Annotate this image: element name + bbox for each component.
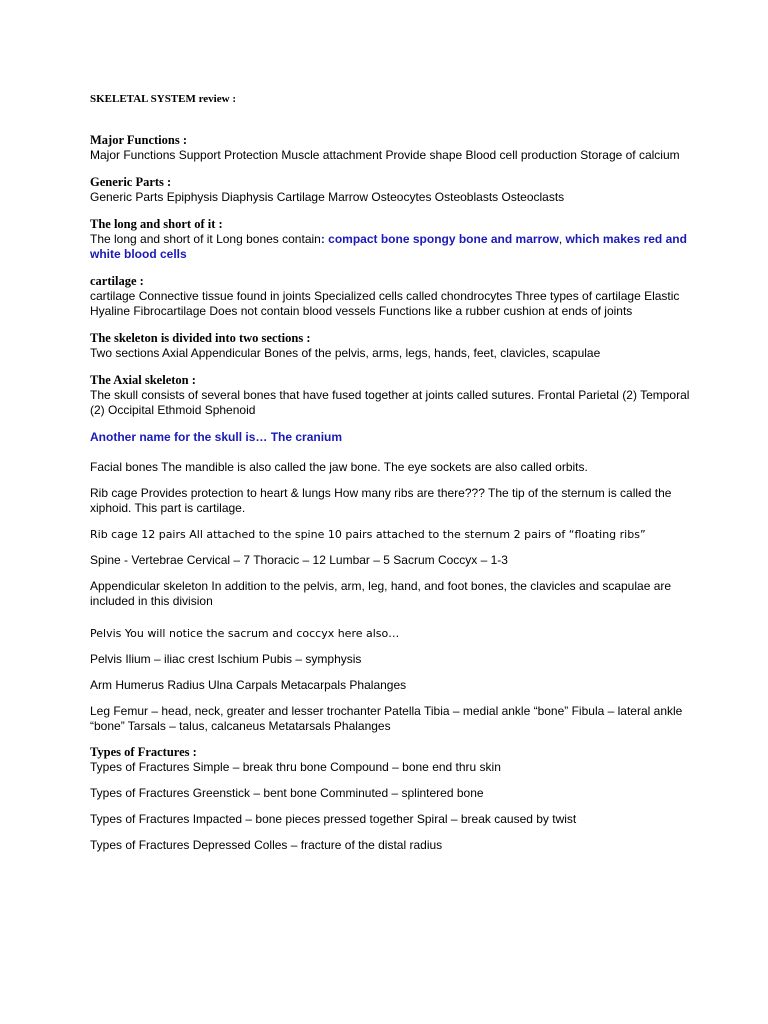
paragraph-appendicular: Appendicular skeleton In addition to the pelvis, arm, leg, hand, and foot bones, the clavicles and scapulae are included in this division <box>90 579 672 608</box>
section-fractures <box>90 745 690 853</box>
paragraph-ribcage-pairs: Rib cage 12 pairs All attached to the spine 10 pairs attached to the sternum 2 pairs of “floating ribs” <box>90 528 646 541</box>
comma-text: , <box>558 232 563 246</box>
plain-text: The long and short of it Long bones contain <box>90 232 321 246</box>
paragraph-ribcage: Rib cage Provides protection to heart & lungs How many ribs are there??? The tip of the sternum is called the xiphoid. This part is cartilage. <box>90 486 672 515</box>
section-heading: cartilage : <box>90 274 144 288</box>
section-text: cartilage Connective tissue found in joints Specialized cells called chondrocytes Three types of cartilage Elastic Hyaline Fibrocartilage Does not contain blood vessels Functions like a rubber cushion at ends of joints <box>90 289 680 318</box>
cranium-line: Another name for the skull is… The cranium <box>90 430 343 444</box>
fracture-item: Types of Fractures Impacted – bone pieces pressed together Spiral – break caused by twist <box>90 812 577 826</box>
section-major-functions <box>90 133 690 163</box>
section-axial <box>90 373 690 418</box>
paragraph-pelvis-note: Pelvis You will notice the sacrum and coccyx here also… <box>90 627 400 640</box>
section-text: Two sections Axial Appendicular Bones of the pelvis, arms, legs, hands, feet, clavicles, scapulae <box>90 346 601 360</box>
fracture-item: Types of Fractures Depressed Colles – fracture of the distal radius <box>90 838 443 852</box>
paragraph-leg: Leg Femur – head, neck, greater and lesser trochanter Patella Tibia – medial ankle “bone” Fibula – lateral ankle “bone” Tarsals – talus, calcaneus Metatarsals Phalanges <box>90 704 683 733</box>
section-long-and-short <box>90 217 690 262</box>
section-generic-parts <box>90 175 690 205</box>
paragraph-arm: Arm Humerus Radius Ulna Carpals Metacarpals Phalanges <box>90 678 407 692</box>
section-two-sections <box>90 331 690 361</box>
paragraph-facial: Facial bones The mandible is also called the jaw bone. The eye sockets are also called orbits. <box>90 460 588 474</box>
section-text: Major Functions Support Protection Muscle attachment Provide shape Blood cell production Storage of calcium <box>90 148 680 162</box>
section-text: The skull consists of several bones that have fused together at joints called sutures. Frontal Parietal (2) Temporal (2) Occipital Ethmoid Sphenoid <box>90 388 690 417</box>
section-heading: The long and short of it : <box>90 217 223 231</box>
section-heading: Types of Fractures : <box>90 745 197 759</box>
section-cartilage <box>90 274 690 319</box>
section-heading: Generic Parts : <box>90 175 172 189</box>
highlight-text: which makes red and white blood cells <box>90 232 687 261</box>
paragraph-pelvis: Pelvis Ilium – iliac crest Ischium Pubis – symphysis <box>90 652 362 666</box>
fracture-item: Types of Fractures Simple – break thru bone Compound – bone end thru skin <box>90 760 501 774</box>
highlight-text: : compact bone spongy bone and marrow <box>320 232 559 246</box>
document-page <box>90 92 690 865</box>
section-text <box>90 232 690 262</box>
fracture-item: Types of Fractures Greenstick – bent bone Comminuted – splintered bone <box>90 786 484 800</box>
section-heading: The Axial skeleton : <box>90 373 196 387</box>
section-heading: The skeleton is divided into two sections : <box>90 331 311 345</box>
section-heading: Major Functions : <box>90 133 187 147</box>
paragraph-spine: Spine - Vertebrae Cervical – 7 Thoracic – 12 Lumbar – 5 Sacrum Coccyx – 1-3 <box>90 553 508 567</box>
section-text: Generic Parts Epiphysis Diaphysis Cartilage Marrow Osteocytes Osteoblasts Osteoclasts <box>90 190 565 204</box>
document-title: SKELETAL SYSTEM review : <box>90 93 236 105</box>
